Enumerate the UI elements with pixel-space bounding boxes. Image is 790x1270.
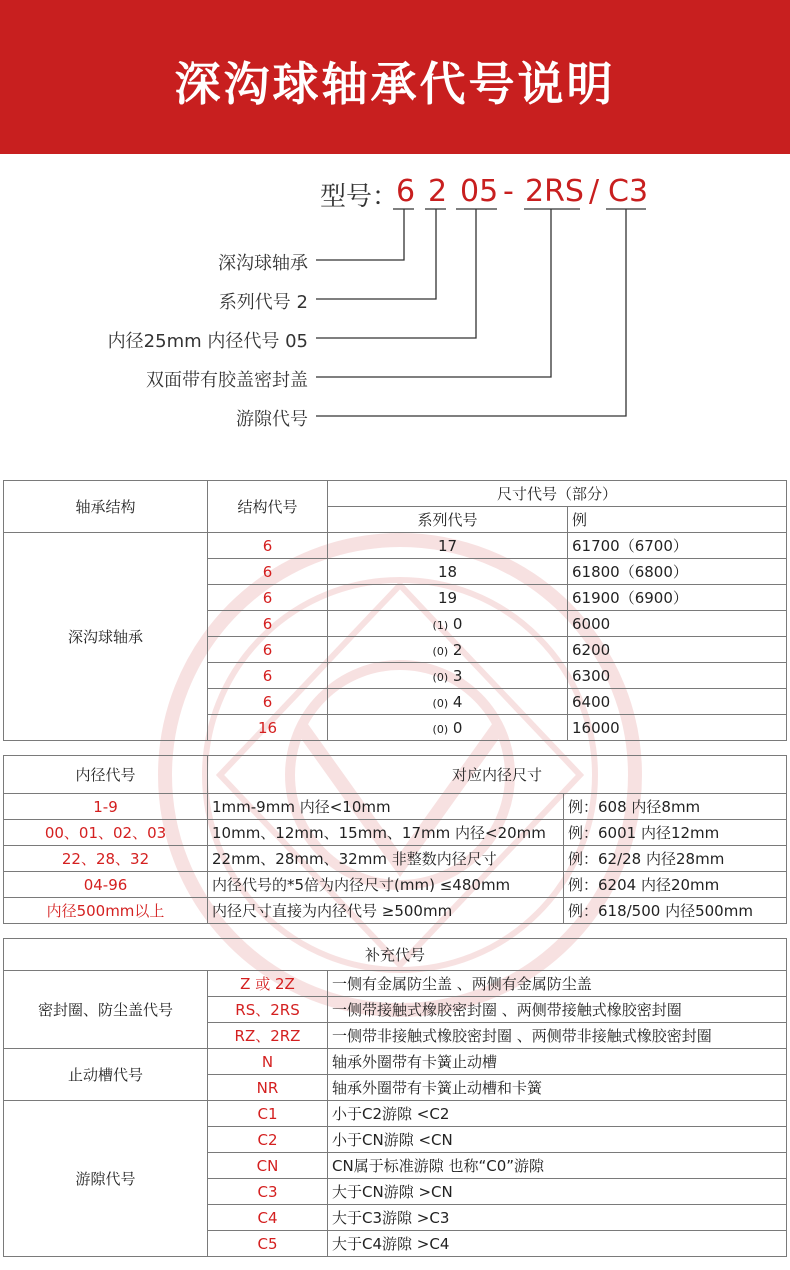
model-part-dash: -: [503, 174, 514, 209]
supp-code: RS、2RS: [208, 997, 328, 1023]
structure-code: 6: [208, 533, 328, 559]
supp-desc: 大于CN游隙 >CN: [328, 1179, 787, 1205]
supplementary-code-table: [3, 938, 787, 1257]
structure-code: 6: [208, 611, 328, 637]
supp-code: C4: [208, 1205, 328, 1231]
series-code: (0) 2: [328, 637, 568, 663]
supp-desc: 大于C4游隙 >C4: [328, 1231, 787, 1257]
example-value: 6000: [568, 611, 787, 637]
supp-code: CN: [208, 1153, 328, 1179]
group-seal: 密封圈、防尘盖代号: [4, 971, 208, 1049]
series-code: 17: [328, 533, 568, 559]
supp-desc: 小于CN游隙 <CN: [328, 1127, 787, 1153]
series-code: 18: [328, 559, 568, 585]
bore-desc: 10mm、12mm、15mm、17mm 内径<20mm: [208, 820, 564, 846]
example-value: 6200: [568, 637, 787, 663]
example-value: 61800（6800）: [568, 559, 787, 585]
desc-clearance: 游隙代号: [236, 409, 308, 430]
connector-seal: [316, 209, 551, 377]
header-series-code: 系列代号: [328, 507, 568, 533]
bore-example: 例：6204 内径20mm: [564, 872, 787, 898]
supp-desc: CN属于标准游隙 也称“C0”游隙: [328, 1153, 787, 1179]
structure-code: 6: [208, 585, 328, 611]
bore-code: 22、28、32: [4, 846, 208, 872]
supp-code: C1: [208, 1101, 328, 1127]
example-value: 61900（6900）: [568, 585, 787, 611]
bore-code: 1-9: [4, 794, 208, 820]
series-code: 19: [328, 585, 568, 611]
diagram-connector-lines: [0, 154, 790, 474]
desc-type: 深沟球轴承: [218, 253, 308, 274]
structure-name: 深沟球轴承: [4, 533, 208, 741]
header-structure-code: 结构代号: [208, 481, 328, 533]
bore-desc: 内径尺寸直接为内径代号 ≥500mm: [208, 898, 564, 924]
desc-seal: 双面带有胶盖密封盖: [146, 370, 308, 391]
desc-bore: 内径25mm 内径代号 05: [107, 331, 308, 352]
bore-code: 04-96: [4, 872, 208, 898]
structure-code: 6: [208, 637, 328, 663]
desc-series: 系列代号 2: [218, 292, 308, 313]
group-clearance: 游隙代号: [4, 1101, 208, 1257]
header-bore-size: 对应内径尺寸: [208, 756, 787, 794]
connector-series: [316, 209, 436, 299]
example-value: 16000: [568, 715, 787, 741]
supp-code: RZ、2RZ: [208, 1023, 328, 1049]
bore-example: 例：618/500 内径500mm: [564, 898, 787, 924]
bore-example: 例：608 内径8mm: [564, 794, 787, 820]
model-part-bore: 05: [460, 174, 499, 209]
header-structure: 轴承结构: [4, 481, 208, 533]
header-size-code: 尺寸代号（部分）: [328, 481, 787, 507]
supp-desc: 小于C2游隙 <C2: [328, 1101, 787, 1127]
series-code: (0) 4: [328, 689, 568, 715]
example-value: 6300: [568, 663, 787, 689]
bore-code: 内径500mm以上: [4, 898, 208, 924]
supp-code: N: [208, 1049, 328, 1075]
example-value: 61700（6700）: [568, 533, 787, 559]
bore-desc: 1mm-9mm 内径<10mm: [208, 794, 564, 820]
bore-example: 例：62/28 内径28mm: [564, 846, 787, 872]
model-part-type: 6: [396, 174, 416, 209]
supp-desc: 一侧带非接触式橡胶密封圈 、两侧带非接触式橡胶密封圈: [328, 1023, 787, 1049]
supp-code: C3: [208, 1179, 328, 1205]
header-bore-code: 内径代号: [4, 756, 208, 794]
connector-clearance: [316, 209, 626, 416]
model-label: 型号：: [320, 182, 399, 212]
series-code: (0) 0: [328, 715, 568, 741]
bore-code-table: [3, 755, 787, 924]
model-part-clearance: C3: [608, 174, 649, 209]
group-snap-ring: 止动槽代号: [4, 1049, 208, 1101]
header-example: 例: [568, 507, 787, 533]
model-part-slash: /: [589, 174, 600, 209]
bore-example: 例：6001 内径12mm: [564, 820, 787, 846]
supp-desc: 一侧有金属防尘盖 、两侧有金属防尘盖: [328, 971, 787, 997]
model-diagram: [0, 154, 790, 474]
supp-code: C5: [208, 1231, 328, 1257]
supp-desc: 轴承外圈带有卡簧止动槽和卡簧: [328, 1075, 787, 1101]
structure-table: [3, 480, 787, 741]
bore-desc: 22mm、28mm、32mm 非整数内径尺寸: [208, 846, 564, 872]
supp-code: NR: [208, 1075, 328, 1101]
connector-bore: [316, 209, 476, 338]
structure-code: 6: [208, 689, 328, 715]
structure-code: 6: [208, 559, 328, 585]
supp-desc: 轴承外圈带有卡簧止动槽: [328, 1049, 787, 1075]
model-part-seal: 2RS: [525, 174, 584, 209]
supp-code: Z 或 2Z: [208, 971, 328, 997]
model-part-series: 2: [428, 174, 448, 209]
structure-code: 16: [208, 715, 328, 741]
supp-desc: 一侧带接触式橡胶密封圈 、两侧带接触式橡胶密封圈: [328, 997, 787, 1023]
structure-code: 6: [208, 663, 328, 689]
example-value: 6400: [568, 689, 787, 715]
header-supplementary: 补充代号: [4, 939, 787, 971]
bore-desc: 内径代号的*5倍为内径尺寸(mm) ≤480mm: [208, 872, 564, 898]
title-banner: [0, 0, 790, 154]
supp-code: C2: [208, 1127, 328, 1153]
bore-code: 00、01、02、03: [4, 820, 208, 846]
supp-desc: 大于C3游隙 >C3: [328, 1205, 787, 1231]
connector-type: [316, 209, 404, 260]
series-code: (0) 3: [328, 663, 568, 689]
page-title: 深沟球轴承代号说明: [174, 57, 616, 111]
series-code: (1) 0: [328, 611, 568, 637]
